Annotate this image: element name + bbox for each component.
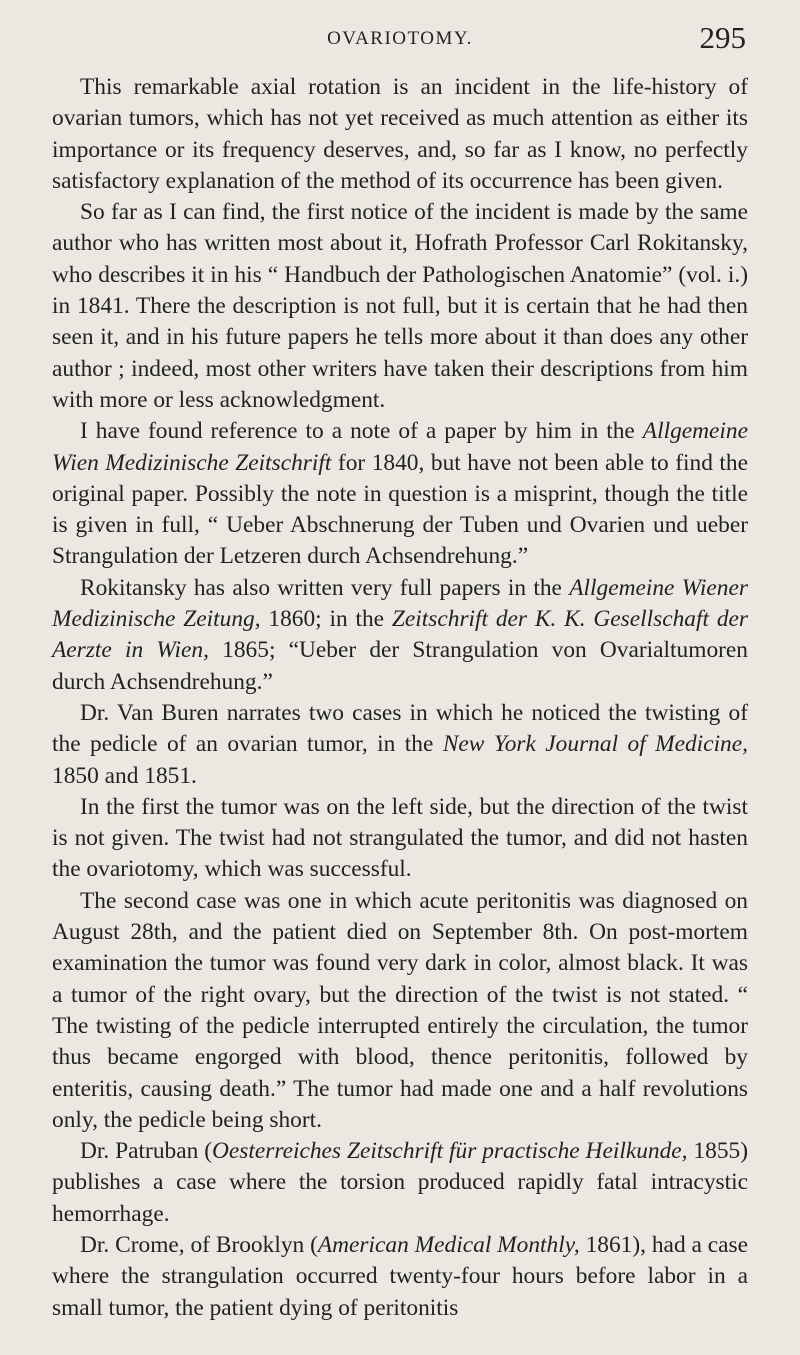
paragraph: [52, 573, 748, 698]
italic-title-run: Zeitschrift der K. K. Gesellschaft der Aerzte in Wien,: [52, 606, 748, 664]
text-run: 1860; in the: [260, 606, 392, 633]
text-run: Dr. Van Buren narrates two cases in which he noticed the twisting of the pedicle of an ovarian tumor, in the: [52, 699, 748, 758]
running-title: OVARIOTOMY.: [327, 28, 473, 49]
paragraph: [52, 1136, 748, 1230]
paragraph: [52, 698, 748, 792]
text-run: The second case was one in which acute peritonitis was diagnosed on August 28th, and the patient died on September 8th. On post-mortem examination the tumor was found very dark in color, almost black. It was a tumor of the right ovary, but the direction of the twist is not stated. “ The twisting of the pedicle interrupted entirely the circulation, the tumor thus became engorged with blood, thence peritonitis, followed by enteritis, causing death.” The tumor had made one and a half revolutions only, the pedicle being short.: [52, 887, 748, 1133]
italic-title-run: Oesterreiches Zeitschrift für practische Heilkunde,: [212, 1138, 688, 1165]
paragraph: [52, 72, 748, 197]
text-run: This remarkable axial rotation is an incident in the life-history of ovarian tumors, which has not yet received as much attention as either its importance or its frequency deserves, and, so far as I know, no perfectly satisfactory explanation of the method of its occurrence has been given.: [52, 74, 748, 194]
italic-title-run: American Medical Monthly,: [317, 1231, 580, 1258]
text-run: Dr. Crome, of Brooklyn (: [80, 1231, 318, 1258]
text-run: In the first the tumor was on the left side, but the direction of the twist is not given. The twist had not strangulated the tumor, and did not hasten the ovariotomy, which was successful.: [52, 793, 748, 883]
text-run: I have found reference to a note of a paper by him in the: [80, 418, 643, 445]
italic-title-run: Allgemeine Wien Medizinische Zeitschrift: [52, 418, 748, 476]
page-number: 295: [699, 20, 746, 55]
italic-title-run: New York Journal of Medicine,: [442, 731, 748, 758]
paragraph: [52, 1230, 748, 1324]
paragraph: [52, 886, 748, 1136]
body-text: [52, 72, 748, 1324]
italic-title-run: Allgemeine Wiener Medizinische Zeitung,: [52, 574, 748, 633]
text-run: Rokitansky has also written very full papers in the: [80, 574, 570, 601]
text-run: for 1840, but have not been able to find the original paper. Possibly the note in question is a misprint, though the title is given in full, “ Ueber Abschnerung der Tuben und Ovarien und ueber Strangulation der Letzeren durch Achsendrehung.”: [52, 449, 748, 570]
text-run: 1865; “Ueber der Strangulation von Ovarialtumoren durch Achsendrehung.”: [52, 637, 749, 695]
text-run: 1861), had a case where the strangulation occurred twenty-four hours before labor in a small tumor, the patient dying of peritonitis: [52, 1231, 749, 1321]
text-run: 1850 and 1851.: [52, 762, 197, 789]
paragraph: [52, 792, 748, 886]
text-run: Dr. Patruban (: [80, 1138, 212, 1165]
text-run: 1855) publishes a case where the torsion produced rapidly fatal intracystic hemorrhage.: [52, 1138, 749, 1227]
text-run: So far as I can find, the first notice of the incident is made by the same author who has written most about it, Hofrath Professor Carl Rokitansky, who describes it in his “ Handbuch der Pathologischen Anatomie” (vol. i.) in 1841. There the description is not full, but it is certain that he had then seen it, and in his future papers he tells more about it than does any other author ; indeed, most other writers have taken their descriptions from him with more or less acknowledgment.: [52, 199, 748, 413]
paragraph: [52, 416, 748, 572]
running-head: [52, 18, 748, 62]
paragraph: [52, 197, 748, 416]
